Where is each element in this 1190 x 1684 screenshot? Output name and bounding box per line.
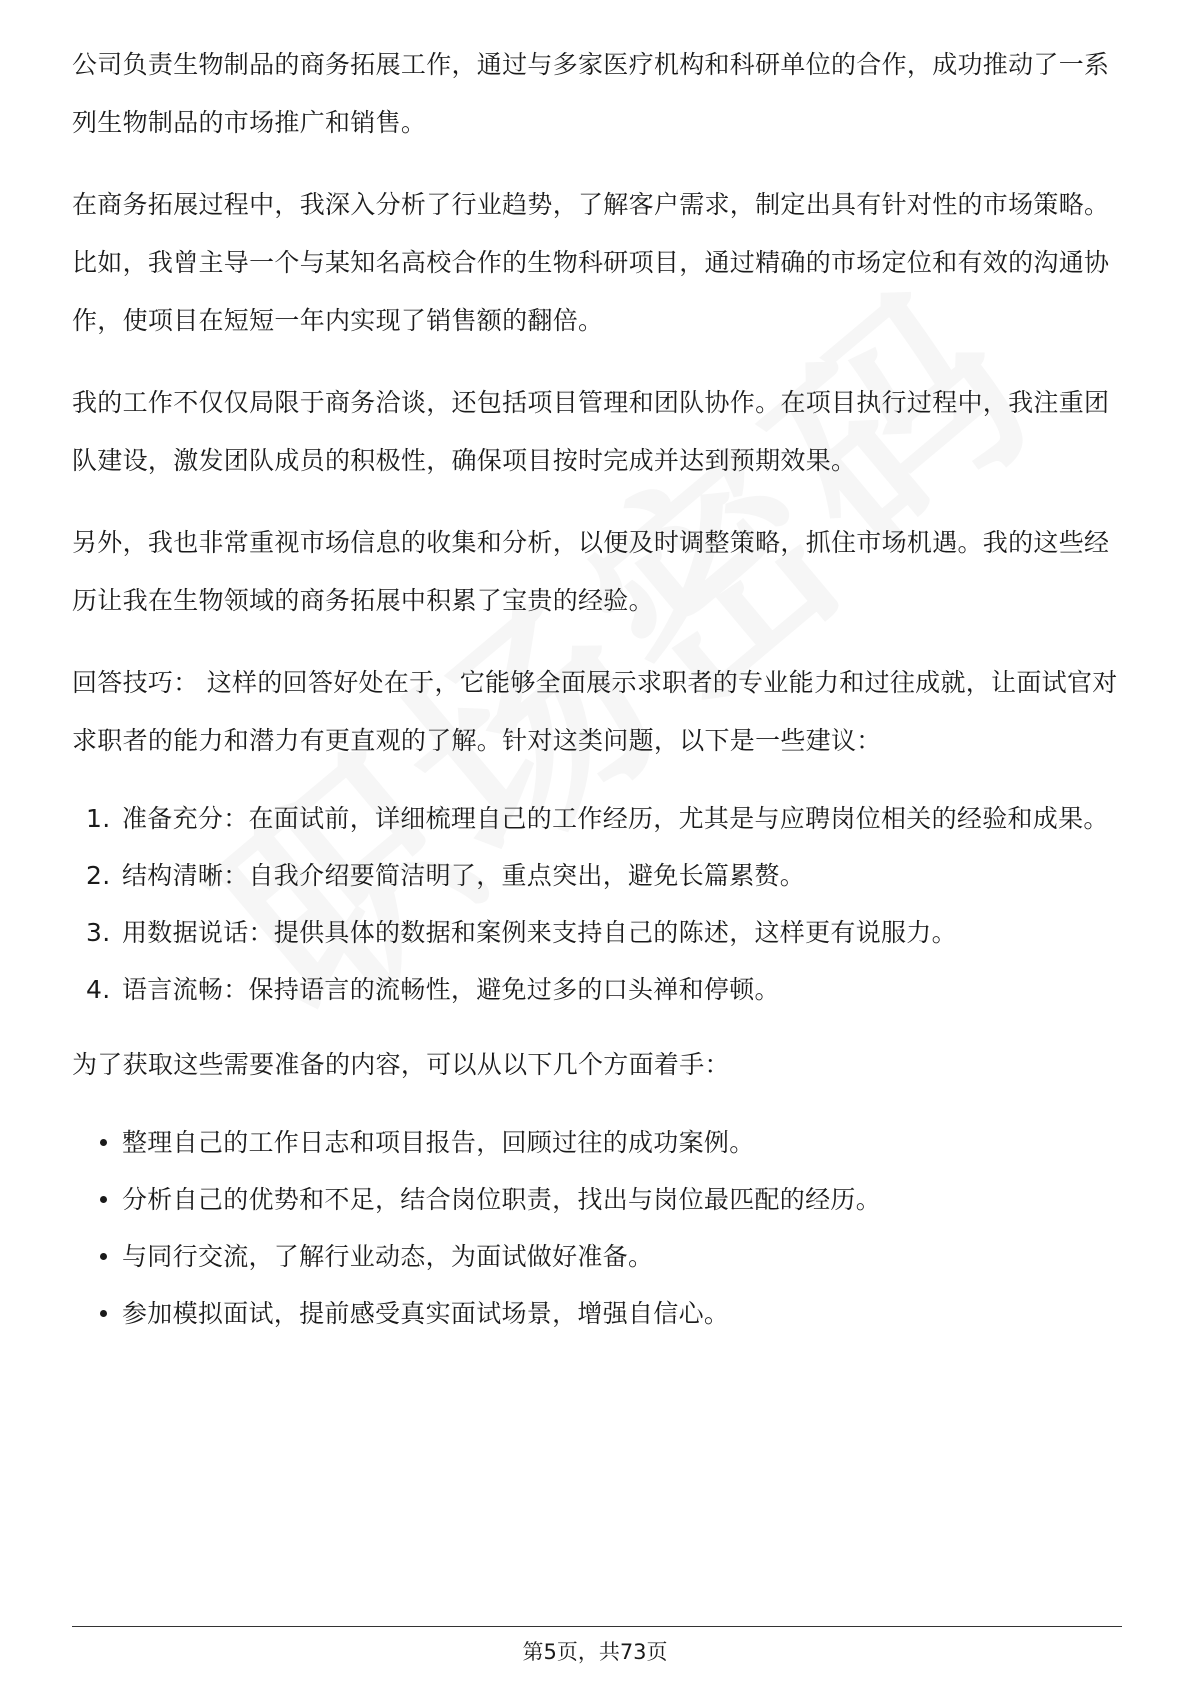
list-number: 1. bbox=[86, 804, 111, 833]
paragraph-answer-tips: 回答技巧： 这样的回答好处在于，它能够全面展示求职者的专业能力和过往成就，让面试官对求职者的能力和潜力有更直观的了解。针对这类问题，以下是一些建议： bbox=[72, 668, 1118, 755]
tips-list-item bbox=[72, 961, 1122, 1018]
bullet-icon bbox=[100, 1253, 107, 1260]
list-number: 4. bbox=[86, 975, 111, 1004]
paragraph-project-management: 我的工作不仅仅局限于商务洽谈，还包括项目管理和团队协作。在项目执行过程中，我注重团队建设，激发团队成员的积极性，确保项目按时完成并达到预期效果。 bbox=[72, 388, 1110, 475]
list-number: 2. bbox=[86, 861, 111, 890]
tips-list-item bbox=[72, 790, 1122, 847]
actions-list-item bbox=[72, 1114, 1122, 1171]
list-number: 3. bbox=[86, 918, 111, 947]
tips-list bbox=[72, 790, 1122, 1018]
paragraph-market-strategy: 在商务拓展过程中，我深入分析了行业趋势，了解客户需求，制定出具有针对性的市场策略。比如，我曾主导一个与某知名高校合作的生物科研项目，通过精确的市场定位和有效的沟通协作，使项目在短短一年内实现了销售额的翻倍。 bbox=[72, 190, 1110, 335]
actions-list-item bbox=[72, 1285, 1122, 1342]
list-item-text: 用数据说话：提供具体的数据和案例来支持自己的陈述，这样更有说服力。 bbox=[122, 918, 957, 947]
document-body bbox=[72, 36, 1122, 1342]
bullet-icon bbox=[100, 1196, 107, 1203]
list-item-text: 整理自己的工作日志和项目报告，回顾过往的成功案例。 bbox=[122, 1128, 755, 1157]
paragraph-preparation-sources: 为了获取这些需要准备的内容，可以从以下几个方面着手： bbox=[72, 1050, 730, 1079]
footer-divider bbox=[72, 1626, 1122, 1627]
tips-list-item bbox=[72, 847, 1122, 904]
list-item-text: 参加模拟面试，提前感受真实面试场景，增强自信心。 bbox=[122, 1299, 730, 1328]
bullet-icon bbox=[100, 1139, 107, 1146]
tips-list-item bbox=[72, 904, 1122, 961]
actions-list-item bbox=[72, 1171, 1122, 1228]
paragraph-business-development: 公司负责生物制品的商务拓展工作，通过与多家医疗机构和科研单位的合作，成功推动了一系列生物制品的市场推广和销售。 bbox=[72, 50, 1110, 137]
list-item-text: 结构清晰：自我介绍要简洁明了，重点突出，避免长篇累赘。 bbox=[122, 861, 806, 890]
actions-list-item bbox=[72, 1228, 1122, 1285]
paragraph-market-information: 另外，我也非常重视市场信息的收集和分析，以便及时调整策略，抓住市场机遇。我的这些经历让我在生物领域的商务拓展中积累了宝贵的经验。 bbox=[72, 528, 1110, 615]
list-item-text: 语言流畅：保持语言的流畅性，避免过多的口头禅和停顿。 bbox=[122, 975, 780, 1004]
list-item-text: 准备充分：在面试前，详细梳理自己的工作经历，尤其是与应聘岗位相关的经验和成果。 bbox=[122, 804, 1109, 833]
page-number: 第5页，共73页 bbox=[522, 1640, 668, 1664]
bullet-icon bbox=[100, 1310, 107, 1317]
list-item-text: 分析自己的优势和不足，结合岗位职责，找出与岗位最匹配的经历。 bbox=[122, 1185, 882, 1214]
actions-list bbox=[72, 1114, 1122, 1342]
list-item-text: 与同行交流，了解行业动态，为面试做好准备。 bbox=[122, 1242, 654, 1271]
